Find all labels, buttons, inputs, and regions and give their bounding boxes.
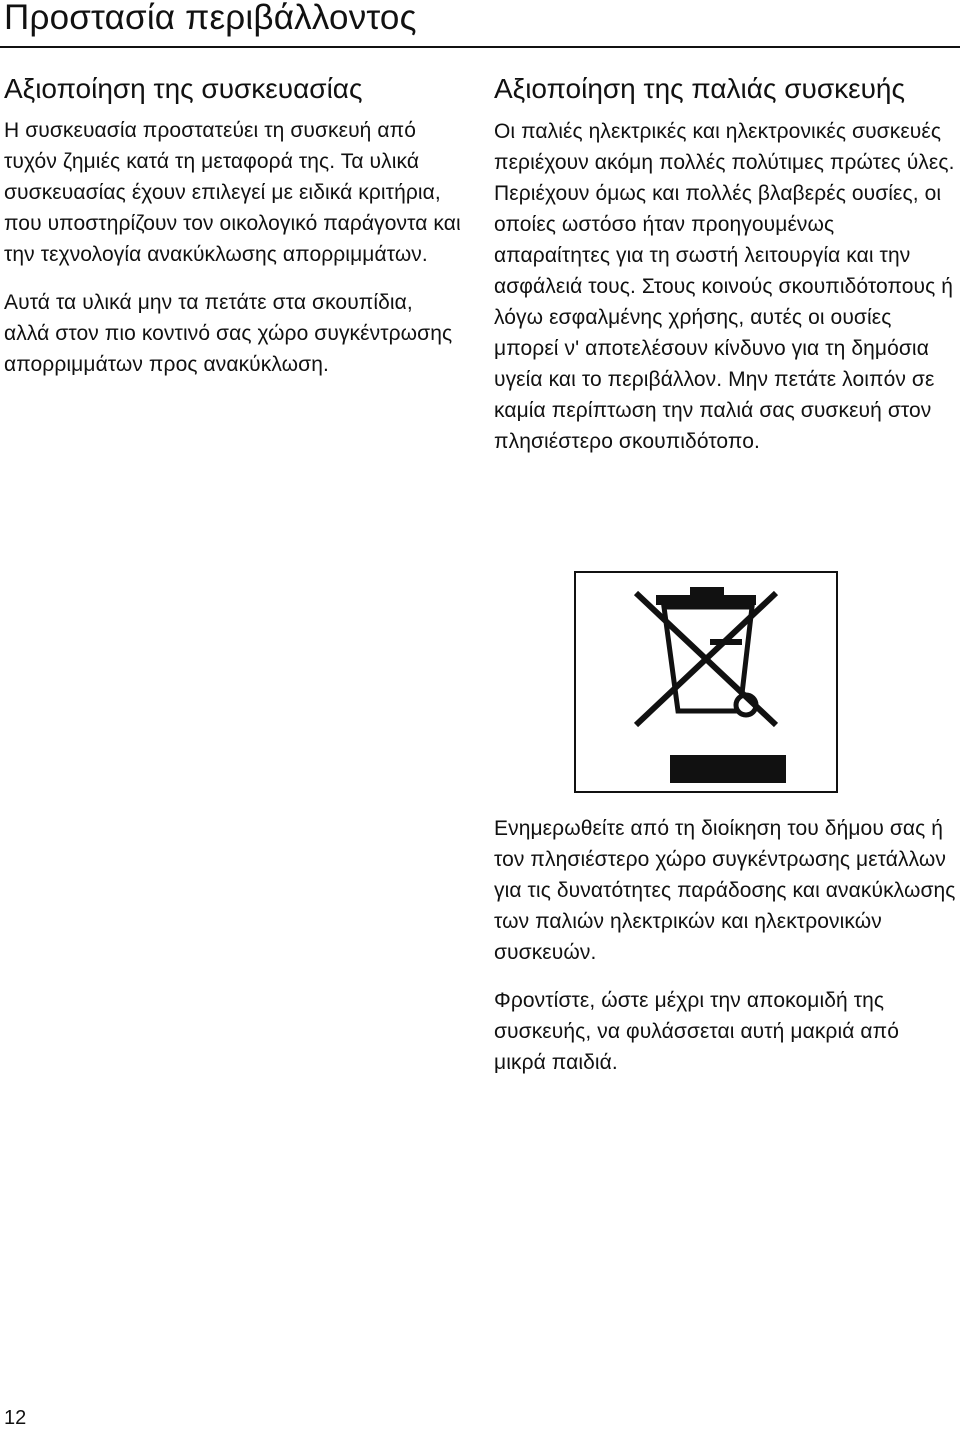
old-appliance-paragraph-2: Ενημερωθείτε από τη διοίκηση του δήμου σας ή τον πλησιέστερο χώρο συγκέντρωσης μετάλλων για τις δυνατότητες παράδοσης και ανακύκλωσης των παλιών ηλεκτρικών και ηλεκτρονικών συσκευών.	[494, 817, 956, 964]
old-appliance-paragraph-1: Οι παλιές ηλεκτρικές και ηλεκτρονικές συσκευές περιέχουν ακόμη πολλές πολύτιμες πρώτες ύλες. Περιέχουν όμως και πολλές βλαβερές ουσίες, οι οποίες ωστόσο ήταν προηγουμένως απαραίτητες για τη σωστή λειτουργία και την ασφάλειά τους. Στους κοινούς σκουπιδότοπους ή λόγω εσφαλμένης χρήσης, αυτές οι ουσίες μπορεί ν' αποτελέσουν κίνδυνο για τη δημόσια υγεία και το περιβάλλον. Μην πετάτε λοιπόν σε καμία περίπτωση την παλιά σας συσκευή στον πλησιέστερο σκουπιδότοπο.	[494, 120, 955, 453]
packaging-heading: Αξιοποίηση της συσκευασίας	[4, 73, 363, 104]
weee-symbol-box	[574, 571, 838, 793]
packaging-paragraph-1: Η συσκευασία προστατεύει τη συσκευή από τυχόν ζημιές κατά τη μεταφορά της. Τα υλικά συσκευασίας έχουν επιλεγεί με ειδικά κριτήρια, που υποστηρίζουν τον οικολογικό παράγοντα και την τεχνολογία ανακύκλωσης απορριμμάτων.	[4, 119, 461, 266]
title-divider	[0, 46, 960, 48]
old-appliance-continued	[494, 813, 956, 1095]
old-appliance-heading: Αξιοποίηση της παλιάς συσκευής	[494, 73, 905, 104]
page-title: Προστασία περιβάλλοντος	[4, 0, 417, 37]
page-number: 12	[4, 1407, 27, 1429]
packaging-paragraph-2: Αυτά τα υλικά μην τα πετάτε στα σκουπίδια, αλλά στον πιο κοντινό σας χώρο συγκέντρωσης απορριμμάτων προς ανακύκλωση.	[4, 291, 453, 376]
crossed-out-wheelie-bin-icon	[576, 573, 836, 791]
old-appliance-paragraph-3: Φροντίστε, ώστε μέχρι την αποκομιδή της συσκευής, να φυλάσσεται αυτή μακριά από μικρά παιδιά.	[494, 989, 900, 1074]
old-appliance-section	[494, 72, 956, 474]
packaging-section	[4, 72, 464, 397]
